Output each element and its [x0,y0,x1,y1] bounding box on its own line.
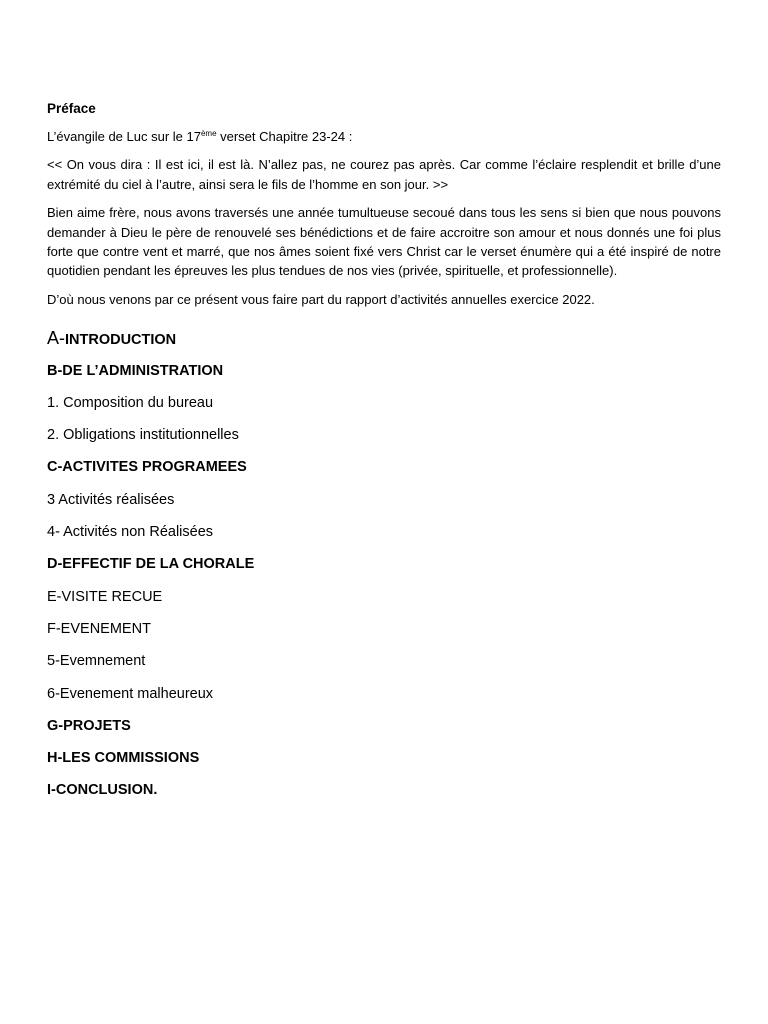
toc-item-activites-realisees: 3 Activités réalisées [47,491,175,508]
toc-item-administration: B-DE L’ADMINISTRATION [47,362,224,379]
toc-intro-letter: A- [47,328,65,349]
toc-item-activites-programees: C-ACTIVITES PROGRAMEES [47,459,247,476]
toc-item-evemnement: 5-Evemnement [47,653,146,670]
preface-closing: D’où nous venons par ce présent vous faire part du rapport d’activités annuelles exercice 2022. [47,291,595,307]
preface-title: Préface [47,101,96,116]
toc-item-evenement-malheureux: 6-Evenement malheureux [47,685,214,702]
toc-intro-label: INTRODUCTION [65,332,177,349]
verse-reference [47,127,721,146]
verse-reference-text: L’évangile de Luc sur le 17 [47,129,201,144]
toc-item-effectif-chorale: D-EFFECTIF DE LA CHORALE [47,556,255,573]
table-of-contents [47,328,721,800]
verse-reference-superscript: ème [200,129,217,138]
bible-quote: << On vous dira : Il est ici, il est là. N’allez pas, ne courez pas après. Car comme l’éclaire resplendit et brille d’une extrémité du ciel à l’autre, ainsi sera le fils de l’homme en son jour. >> [47,157,721,192]
preface-body: Bien aime frère, nous avons traversés une année tumultueuse secoué dans tous les sens si bien que nous pouvons demander à Dieu le père de renouvelé ses bénédictions et de faire accroitre son amour et nous donnés une foi plus forte que contre vent et marré, que nos âmes soient fixé vers Christ car le verset énumère qui a été inspiré de notre quotidien pendant les épreuves les plus tendues de nos vies (privée, spirituelle, et professionnelle). [47,205,721,279]
toc-item-projets: G-PROJETS [47,717,131,734]
toc-item-composition-bureau: 1. Composition du bureau [47,394,214,411]
toc-item-conclusion: I-CONCLUSION. [47,782,158,799]
verse-reference-rest: verset Chapitre 23-24 : [216,129,353,144]
toc-item-introduction [47,328,721,348]
toc-item-obligations: 2. Obligations institutionnelles [47,427,239,444]
toc-item-commissions: H-LES COMMISSIONS [47,750,200,767]
toc-item-visite-recue: E-VISITE RECUE [47,588,163,605]
toc-item-activites-non-realisees: 4- Activités non Réalisées [47,524,214,541]
toc-item-evenement: F-EVENEMENT [47,620,151,637]
